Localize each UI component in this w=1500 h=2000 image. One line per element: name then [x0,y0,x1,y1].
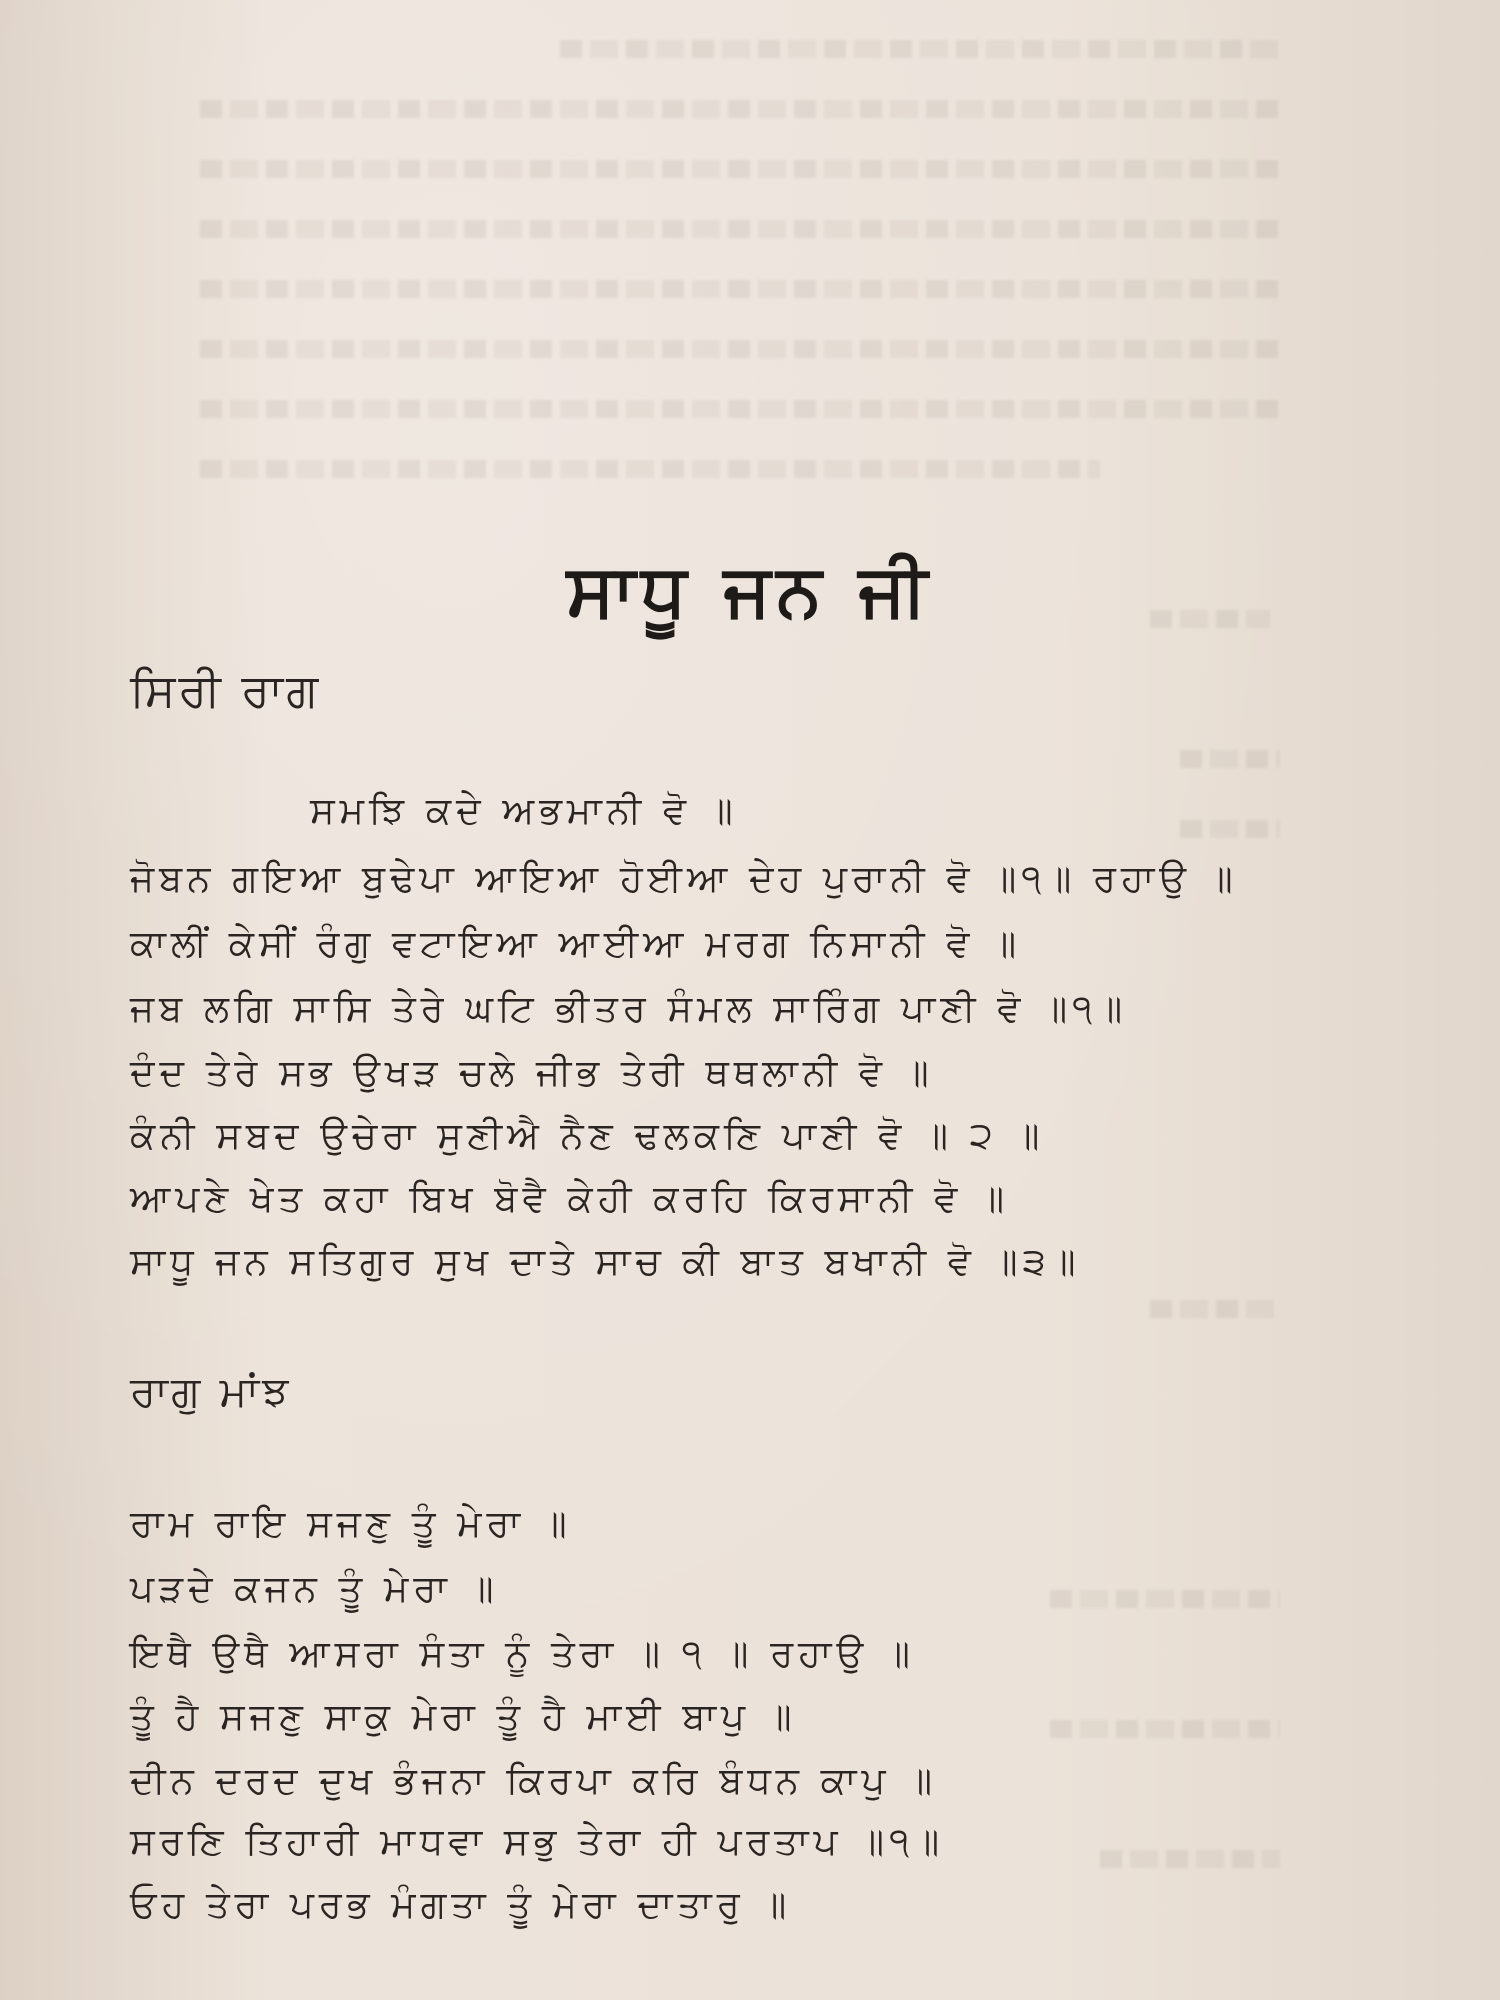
bleed-through-line [1050,1590,1280,1608]
bleed-through-line [200,220,1280,238]
verse-line: ਓਹ ਤੇਰਾ ਪਰਭ ਮੰਗਤਾ ਤੂੰ ਮੇਰਾ ਦਾਤਾਰੁ ॥ [130,1883,792,1926]
bleed-through-line [1050,1720,1280,1738]
bleed-through-line [1150,1300,1280,1318]
bleed-through-line [560,40,1280,58]
verse-line: ਕੰਨੀ ਸਬਦ ਉਚੇਰਾ ਸੁਣੀਐ ਨੈਣ ਢਲਕਣਿ ਪਾਣੀ ਵੋ ॥ ੨ ॥ [130,1114,1045,1157]
page-title: ਸਾਧੂ ਜਨ ਜੀ [566,548,934,632]
verse-line: ਪੜਦੇ ਕਜਨ ਤੂੰ ਮੇਰਾ ॥ [130,1567,499,1610]
bleed-through-line [1100,1850,1280,1868]
bleed-through-line [1180,820,1280,838]
section-heading-siri-raag: ਸਿਰੀ ਰਾਗ [130,663,322,717]
verse-line: ਇਥੈ ਉਥੈ ਆਸਰਾ ਸੰਤਾ ਨੂੰ ਤੇਰਾ ॥ ੧ ॥ ਰਹਾਉ ॥ [130,1632,915,1675]
bleed-through-line [200,100,1280,118]
bleed-through-line [200,400,1280,418]
bleed-through-line [200,340,1280,358]
bleed-through-line [200,280,1280,298]
verse-line: ਜੋਬਨ ਗਇਆ ਬੁਢੇਪਾ ਆਇਆ ਹੋਈਆ ਦੇਹ ਪੁਰਾਨੀ ਵੋ ॥੧॥ ਰਹਾਉ ॥ [130,857,1238,900]
verse-line: ਆਪਣੇ ਖੇਤ ਕਹਾ ਬਿਖ ਬੋਵੈ ਕੇਹੀ ਕਰਹਿ ਕਿਰਸਾਨੀ ਵੋ ॥ [130,1177,1010,1220]
verse-line: ਤੂੰ ਹੈ ਸਜਣੁ ਸਾਕੁ ਮੇਰਾ ਤੂੰ ਹੈ ਮਾਈ ਬਾਪੁ ॥ [130,1695,797,1738]
verse-line: ਸਰਣਿ ਤਿਹਾਰੀ ਮਾਧਵਾ ਸਭੁ ਤੇਰਾ ਹੀ ਪਰਤਾਪ ॥੧॥ [130,1820,945,1863]
bleed-through-line [200,160,1280,178]
verse-line: ਦੀਨ ਦਰਦ ਦੁਖ ਭੰਜਨਾ ਕਿਰਪਾ ਕਰਿ ਬੰਧਨ ਕਾਪੁ ॥ [130,1759,938,1802]
verse-line: ਜਬ ਲਗਿ ਸਾਸਿ ਤੇਰੇ ਘਟਿ ਭੀਤਰ ਸੰਮਲ ਸਾਰਿੰਗ ਪਾਣੀ ਵੋ ॥੧॥ [130,987,1128,1030]
verse-line: ਕਾਲੀਂ ਕੇਸੀਂ ਰੰਗੁ ਵਟਾਇਆ ਆਈਆ ਮਰਗ ਨਿਸਾਨੀ ਵੋ ॥ [130,922,1022,965]
verse-line: ਸਮਝਿ ਕਦੇ ਅਭਮਾਨੀ ਵੋ ॥ [310,789,738,832]
bleed-through-line [1180,750,1280,768]
verse-line: ਰਾਮ ਰਾਇ ਸਜਣੁ ਤੂੰ ਮੇਰਾ ॥ [130,1502,572,1545]
verse-line: ਦੰਦ ਤੇਰੇ ਸਭ ਉਖੜ ਚਲੇ ਜੀਭ ਤੇਰੀ ਥਥਲਾਨੀ ਵੋ ॥ [130,1051,934,1094]
bleed-through-line [200,460,1100,478]
section-heading-raag-maanjh: ਰਾਗੁ ਮਾਂਝ [130,1367,292,1416]
verse-line: ਸਾਧੂ ਜਨ ਸਤਿਗੁਰ ਸੁਖ ਦਾਤੇ ਸਾਚ ਕੀ ਬਾਤ ਬਖਾਨੀ ਵੋ ॥੩॥ [130,1240,1081,1283]
